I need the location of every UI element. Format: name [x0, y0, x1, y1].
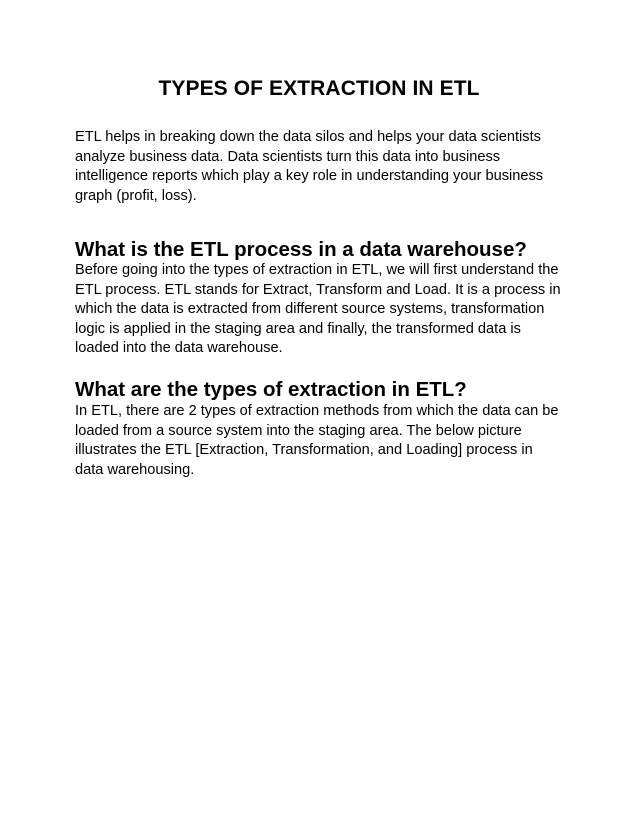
section-body-extraction-types: In ETL, there are 2 types of extraction methods from which the data can be loaded from a source system into the staging area. The below picture illustrates the ETL [Extraction, Transformation, and Loading] process in data warehousing. [75, 403, 559, 478]
section-heading-extraction-types: What are the types of extraction in ETL? [75, 378, 467, 401]
section-body-etl-process: Before going into the types of extraction in ETL, we will first understand the ETL process. ETL stands for Extract, Transform and Load. It is a process in which the data is extracted from different source systems, transformation logic is applied in the staging area and finally, the transformed data is loaded into the data warehouse. [75, 262, 561, 357]
document-title: TYPES OF EXTRACTION IN ETL [158, 77, 480, 100]
section-heading-etl-process: What is the ETL process in a data warehouse? [75, 238, 527, 261]
intro-paragraph: ETL helps in breaking down the data silos and helps your data scientists analyze business data. Data scientists turn this data into business intelligence reports which play a key role in understanding your business graph (profit, loss). [75, 129, 544, 204]
